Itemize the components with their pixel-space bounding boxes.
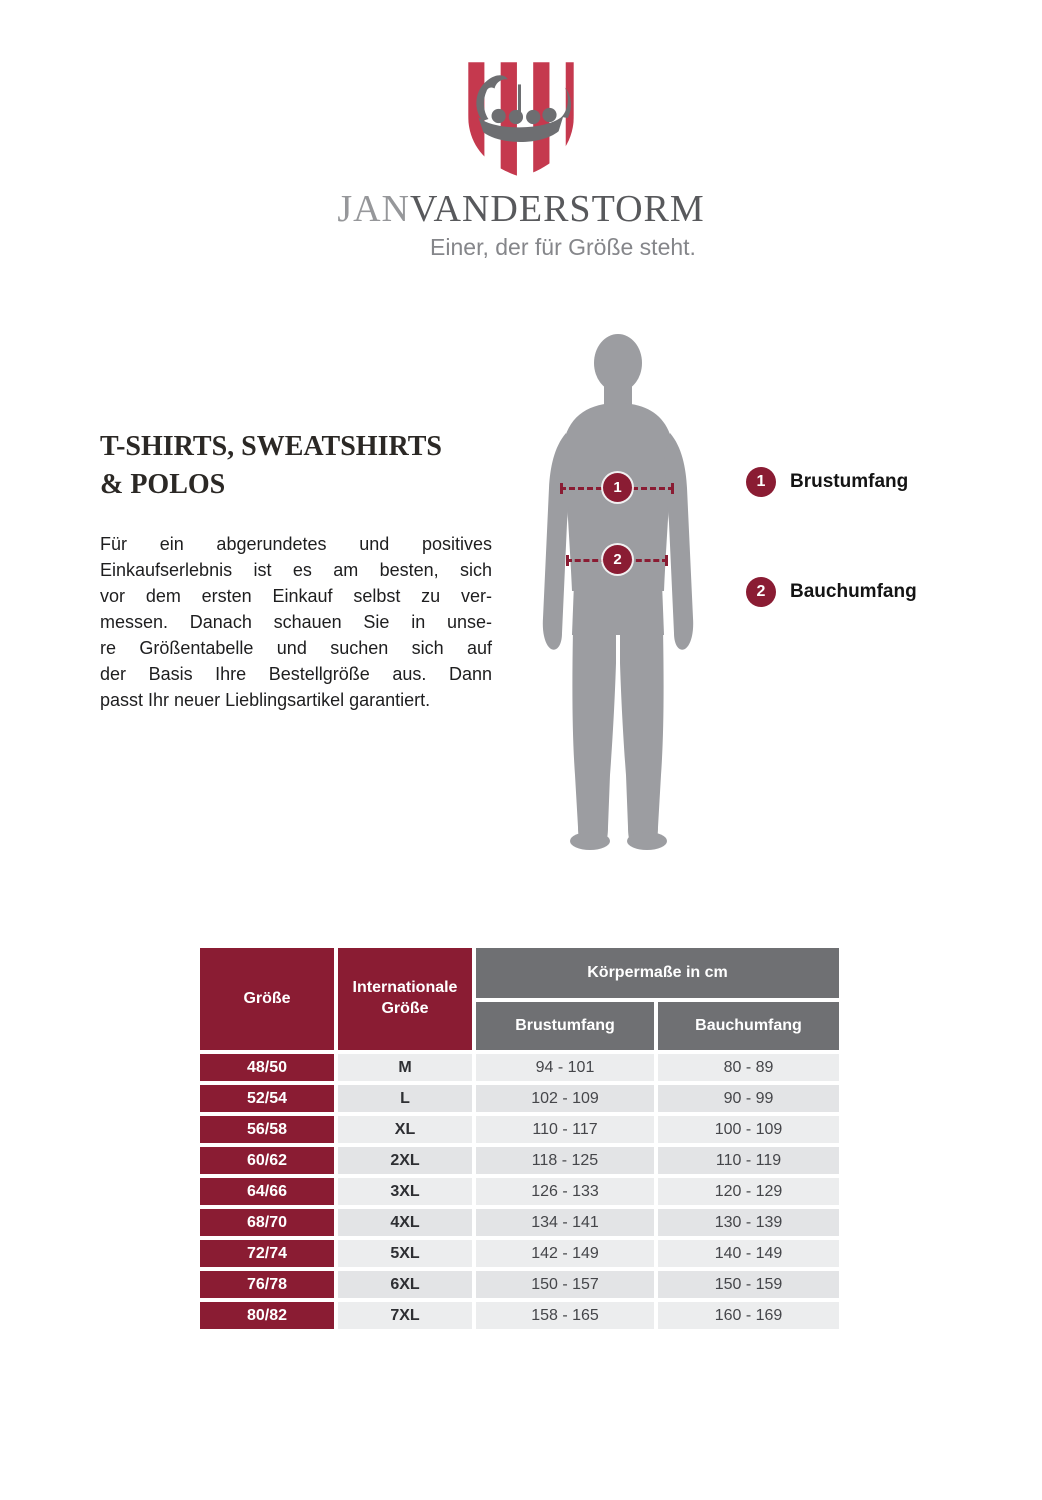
paragraph-line: passt Ihr neuer Lieblingsartikel garantiert. xyxy=(100,690,431,710)
table-row xyxy=(200,1147,839,1174)
brand-tagline: Einer, der für Größe steht. xyxy=(430,234,696,260)
bauchumfang-cell: 90 - 99 xyxy=(658,1085,839,1112)
section-heading-line1: T-SHIRTS, SWEATSHIRTS xyxy=(100,431,442,462)
bauchumfang-cell: 100 - 109 xyxy=(658,1116,839,1143)
groesse-cell: 64/66 xyxy=(200,1178,334,1205)
bauchumfang-cell: 110 - 119 xyxy=(658,1147,839,1174)
table-row xyxy=(200,1085,839,1112)
marker-badge-2: 2 xyxy=(603,545,632,574)
body-figure xyxy=(520,333,716,853)
brand-shield-logo xyxy=(462,58,580,180)
paragraph-line: vor dem ersten Einkauf selbst zu ver- xyxy=(100,586,492,606)
marker-badge-1: 1 xyxy=(603,473,632,502)
brustumfang-cell: 118 - 125 xyxy=(476,1147,654,1174)
brand-logo xyxy=(0,58,1042,261)
legend-item-bauchumfang xyxy=(746,577,917,607)
intl-size-cell: 7XL xyxy=(338,1302,472,1329)
groesse-cell: 52/54 xyxy=(200,1085,334,1112)
brustumfang-cell: 142 - 149 xyxy=(476,1240,654,1267)
intl-size-cell: 5XL xyxy=(338,1240,472,1267)
paragraph-line: Für ein abgerundetes und positives xyxy=(100,534,492,554)
legend-number-2: 2 xyxy=(746,577,776,607)
groesse-cell: 68/70 xyxy=(200,1209,334,1236)
brand-name xyxy=(0,190,1042,228)
paragraph-line: Einkaufserlebnis ist es am besten, sich xyxy=(100,560,492,580)
brustumfang-cell: 126 - 133 xyxy=(476,1178,654,1205)
brand-name-vanderstorm: VANDERSTORM xyxy=(410,188,705,230)
paragraph-line: messen. Danach schauen Sie in unse- xyxy=(100,612,492,632)
groesse-cell: 56/58 xyxy=(200,1116,334,1143)
groesse-cell: 72/74 xyxy=(200,1240,334,1267)
groesse-cell: 80/82 xyxy=(200,1302,334,1329)
groesse-cell: 76/78 xyxy=(200,1271,334,1298)
legend-label-bauchumfang: Bauchumfang xyxy=(790,581,917,602)
table-row xyxy=(200,1302,839,1329)
brustumfang-cell: 94 - 101 xyxy=(476,1054,654,1081)
bauchumfang-cell: 120 - 129 xyxy=(658,1178,839,1205)
brustumfang-cell: 150 - 157 xyxy=(476,1271,654,1298)
paragraph-line: der Basis Ihre Bestellgröße aus. Dann xyxy=(100,664,492,684)
groesse-cell: 60/62 xyxy=(200,1147,334,1174)
intl-size-cell: L xyxy=(338,1085,472,1112)
brustumfang-cell: 134 - 141 xyxy=(476,1209,654,1236)
size-table xyxy=(196,944,843,1333)
intl-size-cell: 6XL xyxy=(338,1271,472,1298)
brand-name-jan: JAN xyxy=(337,188,410,230)
groesse-cell: 48/50 xyxy=(200,1054,334,1081)
table-row xyxy=(200,1240,839,1267)
bauchumfang-cell: 140 - 149 xyxy=(658,1240,839,1267)
column-header-bauchumfang: Bauchumfang xyxy=(658,1002,839,1050)
intro-paragraph xyxy=(100,531,492,713)
bauchumfang-cell: 150 - 159 xyxy=(658,1271,839,1298)
table-row xyxy=(200,1178,839,1205)
intl-size-cell: 2XL xyxy=(338,1147,472,1174)
bauchumfang-cell: 130 - 139 xyxy=(658,1209,839,1236)
table-row xyxy=(200,1271,839,1298)
table-row xyxy=(200,1116,839,1143)
column-header-brustumfang: Brustumfang xyxy=(476,1002,654,1050)
table-row xyxy=(200,1209,839,1236)
brustumfang-cell: 158 - 165 xyxy=(476,1302,654,1329)
column-header-groesse: Größe xyxy=(200,948,334,1050)
bauchumfang-cell: 160 - 169 xyxy=(658,1302,839,1329)
brustumfang-cell: 110 - 117 xyxy=(476,1116,654,1143)
column-header-international: Internationale Größe xyxy=(338,948,472,1050)
column-header-koerpermasse: Körpermaße in cm xyxy=(476,948,839,998)
section-heading xyxy=(100,428,442,504)
intl-size-cell: XL xyxy=(338,1116,472,1143)
bauchumfang-cell: 80 - 89 xyxy=(658,1054,839,1081)
section-heading-line2: & POLOS xyxy=(100,468,226,500)
intl-size-cell: M xyxy=(338,1054,472,1081)
brustumfang-cell: 102 - 109 xyxy=(476,1085,654,1112)
intl-size-cell: 4XL xyxy=(338,1209,472,1236)
body-silhouette xyxy=(520,333,716,853)
legend-item-brustumfang xyxy=(746,467,908,497)
intl-size-cell: 3XL xyxy=(338,1178,472,1205)
paragraph-line: re Größentabelle und suchen sich auf xyxy=(100,638,492,658)
table-row xyxy=(200,1054,839,1081)
legend-number-1: 1 xyxy=(746,467,776,497)
legend-label-brustumfang: Brustumfang xyxy=(790,471,909,492)
